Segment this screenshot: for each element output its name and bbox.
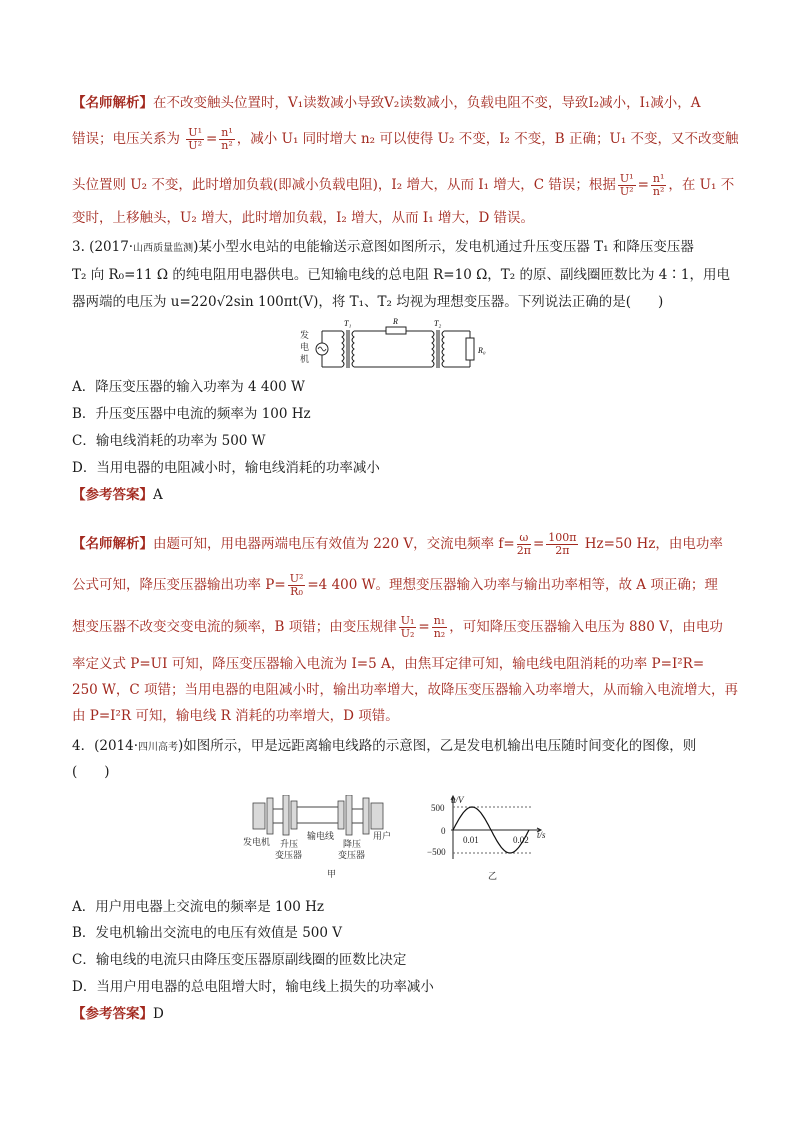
q4-option-d: D．当用户用电器的总电阻增大时，输电线上损失的功率减小 [72, 979, 434, 995]
fraction: $\frac{\omega}{2\pi}$ [516, 531, 531, 557]
fraction: $\frac{\text{U¹}}{\text{U²}}$ [188, 126, 202, 152]
q3-line3: 器两端的电压为 u=220√2sin 100πt(V)，将 T₁、T₂ 均视为理想变压器。下列说法正确的是( ) [72, 294, 664, 310]
fraction: $\frac{\text{n₁}}{\text{n₂}}$ [433, 614, 446, 640]
caption-yi: 乙 [488, 871, 498, 881]
t1-label: T₁ [344, 319, 352, 328]
q4-line1: 4．(2014·四川高考)如图所示，甲是远距离输电线路的示意图，乙是发电机输出电压随时间变化的图像，则 [72, 738, 697, 754]
step-up-transformer [283, 795, 289, 835]
x-tick-1: 0.01 [463, 835, 479, 845]
analysis2-line4: 率定义式 P=UI 可知，降压变压器输入电流为 I=5 A，由焦耳定律可知，输电线电阻消耗的功率 P=I²R= [72, 656, 705, 672]
generator-block [253, 803, 265, 829]
fraction: $\frac{\text{U²}}{\text{R₀}}$ [289, 572, 304, 598]
q4-option-b: B．发电机输出交流电的电压有效值是 500 V [72, 925, 343, 941]
q4-voltage-graph [425, 793, 565, 883]
q4-option-c: C．输电线的电流只由降压变压器原副线圈的匝数比决定 [72, 952, 407, 968]
user-block [371, 803, 383, 829]
line-label: 输电线 [307, 831, 335, 841]
gen-label-2: 电 [300, 342, 310, 352]
r0-label: R₀ [478, 346, 486, 355]
t2-label: T₂ [434, 319, 442, 328]
q4-transmission-diagram [243, 795, 403, 880]
fraction: $\frac{\text{n¹}}{\text{n²}}$ [221, 126, 233, 152]
step-up-label-1: 升压 [280, 839, 299, 849]
analysis2-line5: 250 W，C 项错；当用电器的电阻减小时，输出功率增大，故降压变压器输入功率增大，从而输入电流增大，再 [72, 682, 739, 698]
user-label: 用户 [373, 831, 392, 841]
t1-primary-coil [342, 331, 344, 367]
q3-line2: T₂ 向 R₀=11 Ω 的纯电阻用电器供电。已知输电线的总电阻 R=10 Ω，T₂ 的原、副线圈匝数比为 4∶1，用电 [72, 267, 730, 283]
analysis2-line3: 想变压器不改变交变电流的频率，B 项错；由变压规律 $\frac{\text{U₁}}{\text{U₂}}$ = $\frac{\text{n₁}}{\text{n₂}}$ ，可知降压变压器输入电压为 880 V，由电功 [72, 614, 723, 640]
fraction: $\frac{\text{U¹}}{\text{U²}}$ [619, 172, 634, 198]
t2-primary-coil [432, 331, 434, 367]
step-up-label-2: 变压器 [275, 850, 303, 860]
step-down-label-2: 变压器 [338, 850, 366, 860]
resistor-r [386, 327, 406, 334]
analysis1-line4: 变时，上移触头，U₂ 增大，此时增加负载，I₂ 增大，从而 I₁ 增大，D 错误。 [72, 210, 535, 226]
fraction: $\frac{\text{n¹}}{\text{n²}}$ [652, 172, 665, 198]
t2-secondary-coil [442, 331, 444, 367]
analysis2-line1: 【名师解析】由题可知，用电器两端电压有效值为 220 V，交流电频率 f= $\frac{\omega}{2\pi}$ = $\frac{100\pi}{2\pi}$ Hz=50 Hz，由电功率 [72, 531, 723, 557]
q3-option-a: A．降压变压器的输入功率为 4 400 W [72, 379, 305, 395]
analysis2-line6: 由 P=I²R 可知，输电线 R 消耗的功率增大，D 项错。 [72, 708, 399, 724]
q3-answer: 【参考答案】A [72, 487, 163, 503]
q4-option-a: A．用户用电器上交流电的频率是 100 Hz [72, 899, 324, 915]
fraction: $\frac{100\pi}{2\pi}$ [548, 531, 577, 557]
step-down-label-1: 降压 [343, 839, 362, 849]
gen-label-1: 发 [300, 330, 310, 340]
q3-option-d: D．当用电器的电阻减小时，输电线消耗的功率减小 [72, 460, 380, 476]
analysis1-line2: 错误；电压关系为 $\frac{\text{U¹}}{\text{U²}}$ = $\frac{\text{n¹}}{\text{n²}}$ ，减小 U₁ 同时增大 n₂ 可以使得 U₂ 不变，I₂ 不变，B 正确；U₁ 不变，又不改变触 [72, 126, 739, 152]
fraction: $\frac{\text{U₁}}{\text{U₂}}$ [400, 614, 415, 640]
q3-line1: 3. (2017·山西质量监测)某小型水电站的电能输送示意图如图所示，发电机通过升压变压器 T₁ 和降压变压器 [72, 239, 694, 255]
x-axis-label: t/s [537, 830, 546, 840]
y-axis-label: u/V [451, 795, 464, 805]
analysis2-line2: 公式可知，降压变压器输出功率 P= $\frac{\text{U²}}{\text{R₀}}$ =4 400 W。理想变压器输入功率与输出功率相等，故 A 项正确；理 [72, 572, 718, 598]
step-down-transformer [338, 801, 344, 829]
gen-label-3: 机 [300, 354, 310, 364]
gen-label: 发电机 [243, 837, 271, 847]
analysis1-line3: 头位置则 U₂ 不变，此时增加负载(即减小负载电阻)，I₂ 增大，从而 I₁ 增大，C 错误；根据 $\frac{\text{U¹}}{\text{U²}}$ = $\frac{\text{n¹}}{\text{n²}}$ ，在 U₁ 不 [72, 172, 735, 198]
analysis1-line1: 【名师解析】在不改变触头位置时，V₁读数减小导致V₂读数减小，负载电阻不变，导致I₂减小，I₁减小，A [72, 95, 701, 111]
y-max-label: 500 [431, 803, 445, 813]
y-min-label: −500 [427, 847, 446, 857]
resistor-r0 [466, 338, 474, 360]
t1-secondary-coil [352, 331, 354, 367]
q4-line2: ( ) [72, 764, 110, 780]
caption-jia: 甲 [327, 869, 337, 879]
r-label: R [393, 317, 398, 326]
q3-circuit-diagram [298, 316, 508, 374]
q3-option-b: B．升压变压器中电流的频率为 100 Hz [72, 406, 311, 422]
q4-answer: 【参考答案】D [72, 1006, 164, 1022]
q3-option-c: C．输电线消耗的功率为 500 W [72, 433, 266, 449]
x-tick-2: 0.02 [513, 835, 529, 845]
y-zero-label: 0 [441, 826, 446, 836]
